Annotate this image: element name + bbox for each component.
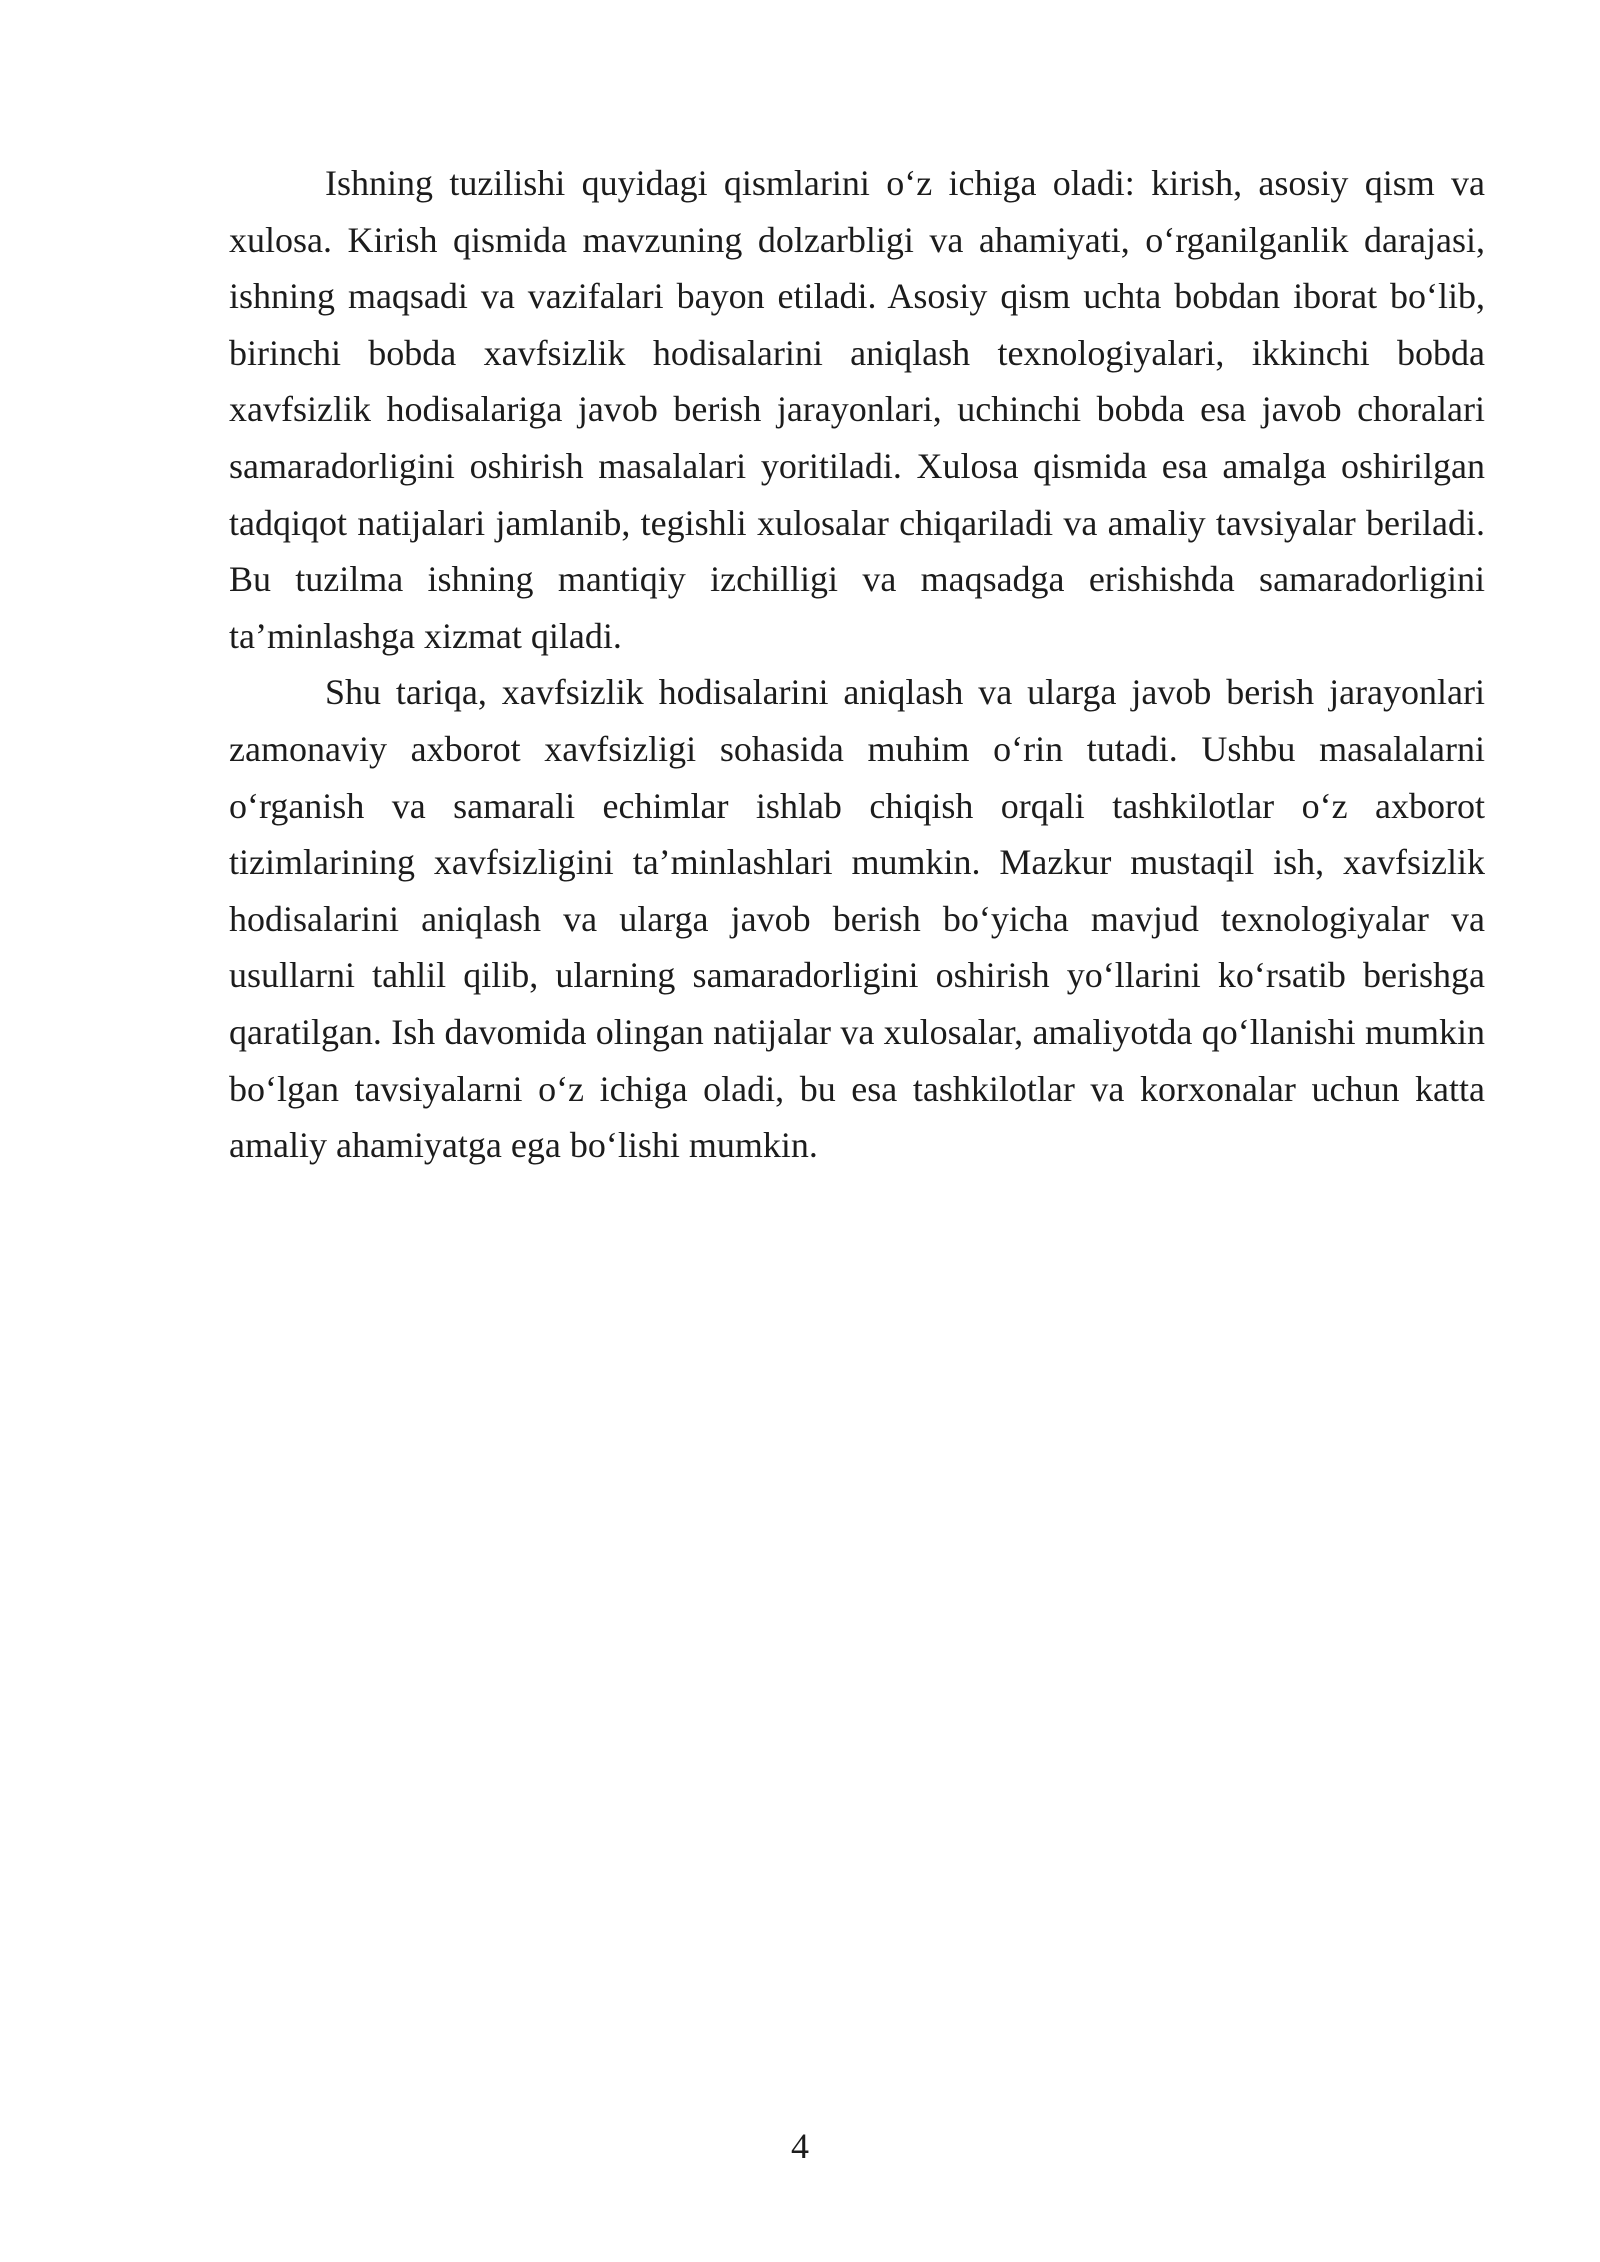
page-number: 4 bbox=[791, 2126, 809, 2166]
page-body bbox=[229, 155, 1485, 1174]
paragraph-conclusion: Shu tariqa, xavfsizlik hodisalarini aniqlash va ularga javob berish jarayonlari zamonaviy axborot xavfsizligi sohasida muhim o‘rin tutadi. Ushbu masalalarni o‘rganish va samarali echimlar ishlab chiqish orqali tashkilotlar o‘z axborot tizimlarining xavfsizligini ta’minlashlari mumkin. Mazkur mustaqil ish, xavfsizlik hodisalarini aniqlash va ularga javob berish bo‘yicha mavjud texnologiyalar va usullarni tahlil qilib, ularning samaradorligini oshirish yo‘llarini ko‘rsatib berishga qaratilgan. Ish davomida olingan natijalar va xulosalar, amaliyotda qo‘llanishi mumkin bo‘lgan tavsiyalarni o‘z ichiga oladi, bu esa tashkilotlar va korxonalar uchun katta amaliy ahamiyatga ega bo‘lishi mumkin. bbox=[229, 672, 1485, 1166]
paragraph-structure: Ishning tuzilishi quyidagi qismlarini o‘z ichiga oladi: kirish, asosiy qism va xulosa. Kirish qismida mavzuning dolzarbligi va ahamiyati, o‘rganilganlik darajasi, ishning maqsadi va vazifalari bayon etiladi. Asosiy qism uchta bobdan iborat bo‘lib, birinchi bobda xavfsizlik hodisalarini aniqlash texnologiyalari, ikkinchi bobda xavfsizlik hodisalariga javob berish jarayonlari, uchinchi bobda esa javob choralari samaradorligini oshirish masalalari yoritiladi. Xulosa qismida esa amalga oshirilgan tadqiqot natijalari jamlanib, tegishli xulosalar chiqariladi va amaliy tavsiyalar beriladi. Bu tuzilma ishning mantiqiy izchilligi va maqsadga erishishda samaradorligini ta’minlashga xizmat qiladi. bbox=[229, 163, 1485, 656]
